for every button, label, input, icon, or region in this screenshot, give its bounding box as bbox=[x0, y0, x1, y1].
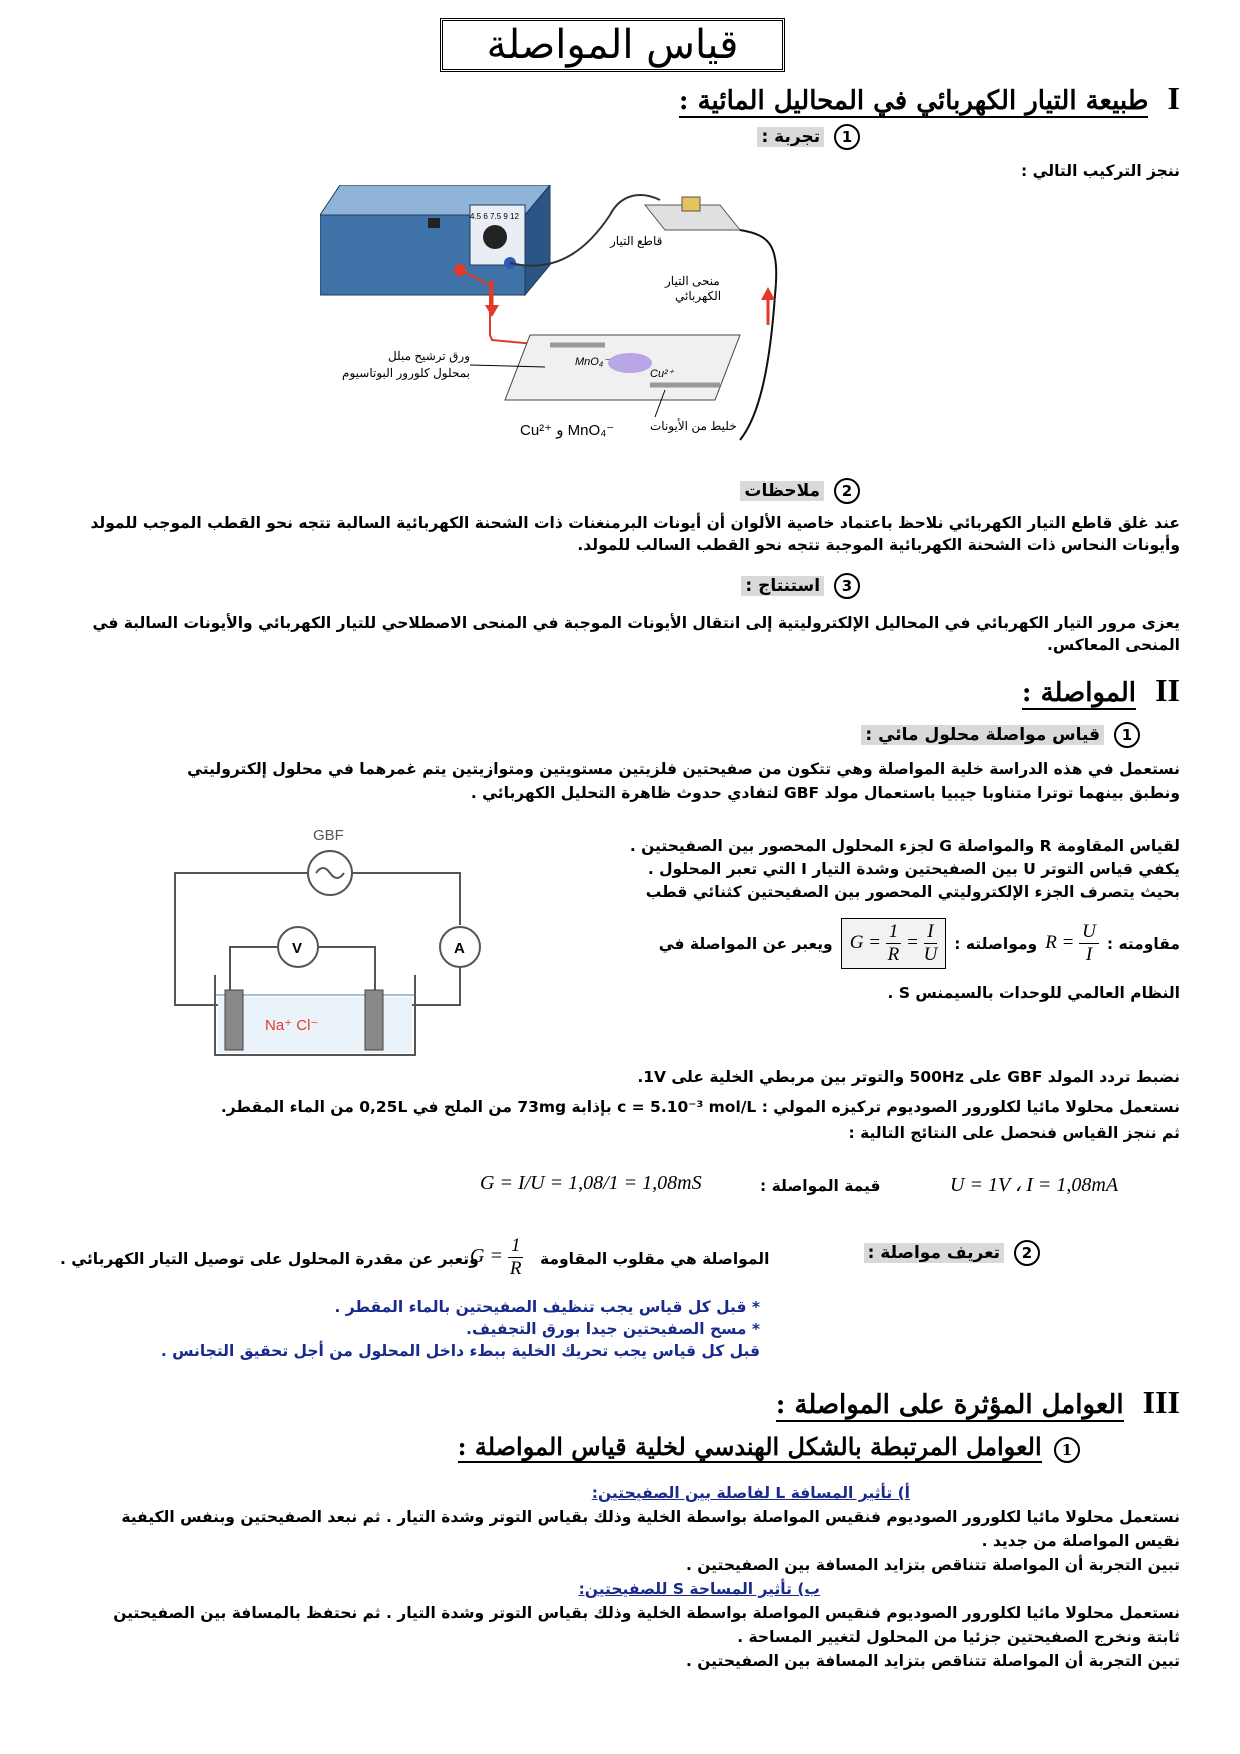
section-1-title: طبيعة التيار الكهربائي في المحاليل المائية : bbox=[678, 86, 1149, 116]
conductance-label: ومواصلته : bbox=[954, 934, 1038, 953]
observations-subheading bbox=[740, 478, 860, 504]
side-text-1: لقياس المقاومة R والمواصلة G لجزء المحلول المحصور بين الصفيحتين . bbox=[629, 837, 1180, 855]
definition-text-b: وتعبر عن مقدرة المحلول على توصيل التيار الكهربائي . bbox=[60, 1250, 479, 1268]
definition-formula: G = $\frac{1}{R}$ bbox=[470, 1235, 522, 1279]
measure-label: قياس مواصلة محلول مائي : bbox=[861, 725, 1104, 745]
supply-knob bbox=[483, 225, 507, 249]
note-3: قبل كل قياس يجب تحريك الخلية ببطء داخل المحلول من أجل تحقيق التجانس . bbox=[160, 1342, 760, 1360]
side-text-2: يكفي قياس التوتر U بين الصفيحتين وشدة التيار I التي تعبر المحلول . bbox=[647, 860, 1180, 878]
current-arrow-up bbox=[761, 287, 775, 300]
definition-label: تعريف مواصلة : bbox=[864, 1243, 1005, 1263]
section-1-roman: I bbox=[1167, 80, 1180, 116]
section-3-title: العوامل المؤثرة على المواصلة : bbox=[775, 1390, 1124, 1420]
conclusion-subheading bbox=[741, 573, 860, 599]
section-1-heading bbox=[679, 80, 1180, 117]
conclusion-number: 3 bbox=[834, 573, 860, 599]
unit-intro: ويعبر عن المواصلة في bbox=[658, 934, 833, 953]
ions-label: Cu²⁺ و MnO₄⁻ bbox=[520, 422, 615, 439]
definition-number: 2 bbox=[1014, 1240, 1040, 1266]
definition-text-a: المواصلة هي مقلوب المقاومة bbox=[540, 1250, 770, 1268]
dial-numbers: 4.5 6 7.5 9 12 bbox=[470, 212, 519, 221]
experiment-label: تجربة : bbox=[757, 127, 824, 147]
current-label-1: منحى التيار bbox=[665, 274, 720, 288]
side-text-5: النظام العالمي للوحدات بالسيمنس S . bbox=[887, 984, 1180, 1002]
measure-text-1: نستعمل في هذه الدراسة خلية المواصلة وهي تتكون من صفيحتين فلزيتين مستويتين ومتوازيتين يتم غمرهما في محلول إلكتروليتي bbox=[187, 760, 1180, 778]
ion-label-2: Cu²⁺ bbox=[650, 368, 674, 380]
paper-label-1: ورق ترشيح مبلل bbox=[387, 349, 470, 363]
electrophoresis-diagram bbox=[320, 185, 910, 475]
mix-label: خليط من الأيونات bbox=[650, 419, 737, 433]
paper-label-2: بمحلول كلورور البوتاسيوم bbox=[342, 366, 470, 380]
resistance-formula: R = $\frac{U}{I}$ bbox=[1045, 921, 1099, 966]
section-2-heading bbox=[1022, 672, 1180, 709]
formula-line bbox=[659, 918, 1180, 969]
current-label-2: الكهربائي bbox=[675, 289, 722, 303]
settings-line-3: ثم ننجز القياس فنحصل على النتائج التالية : bbox=[848, 1124, 1180, 1142]
electrode-left bbox=[225, 990, 243, 1050]
observations-text: عند غلق قاطع التيار الكهربائي نلاحظ باعتماد خاصية الألوان أن أيونات البرمنغنات ذات الشحنة الكهربائية السالبة تتجه نحو القطب الموجب للمولد وأيونات النحاس ذات الشحنة الكهربائية الموجبة تتجه نحو القطب السالب للمولد. bbox=[90, 514, 1180, 554]
supply-switch bbox=[428, 218, 440, 228]
observations-number: 2 bbox=[834, 478, 860, 504]
ion-spot bbox=[608, 353, 652, 373]
result-formula: G = I/U = 1,08/1 = 1,08mS bbox=[480, 1172, 702, 1194]
settings-line-1: نضبط تردد المولد GBF على 500Hz والتوتر بين مربطي الخلية على 1V. bbox=[637, 1068, 1180, 1086]
resistance-label: مقاومته : bbox=[1106, 934, 1180, 953]
section-2-title: المواصلة : bbox=[1021, 678, 1137, 708]
conclusion-label: استنتاج : bbox=[741, 576, 824, 596]
geom-number: 1 bbox=[1054, 1437, 1080, 1463]
note-2: * مسح الصفيحتين جيدا بورق التجفيف. bbox=[466, 1320, 760, 1338]
measure-text-2: ونطبق بينهما توترا متناوبا جيبيا باستعمال مولد GBF لتفادي حدوث ظاهرة التحليل الكهربائي . bbox=[470, 784, 1180, 802]
measured-values: U = 1V ، I = 1,08mA bbox=[950, 1174, 1119, 1196]
factor-b-text-3: تبين التجربة أن المواصلة تتناقص بتزايد المسافة بين الصفيحتين . bbox=[685, 1652, 1180, 1670]
geom-subheading bbox=[458, 1432, 1080, 1463]
conclusion-text: يعزى مرور التيار الكهربائي في المحاليل الإلكتروليتية إلى انتقال الأيونات الموجبة في المنحى الاصطلاحي للتيار الكهربائي والأيونات السالبة في المنحى المعاكس. bbox=[92, 614, 1180, 654]
conductivity-circuit bbox=[170, 825, 510, 1065]
factor-a-text-1: نستعمل محلولا مائيا لكلورور الصوديوم فنقيس المواصلة بواسطة الخلية وذلك بقياس التوتر وشدة التيار . ثم نبعد الصفيحتين وبنفس الكيفية bbox=[121, 1508, 1180, 1526]
ammeter-label: A bbox=[454, 940, 465, 957]
measure-subheading bbox=[861, 722, 1140, 748]
factor-a-text-3: تبين التجربة أن المواصلة تتناقص بتزايد المسافة بين الصفيحتين . bbox=[685, 1556, 1180, 1574]
factor-b-label: ب) تأثير المساحة S للصفيحتين: bbox=[578, 1580, 820, 1598]
experiment-intro: ننجز التركيب التالي : bbox=[1021, 162, 1180, 180]
side-text-3: بحيث يتصرف الجزء الإلكتروليتي المحصور بين الصفيحتين كثنائي قطب bbox=[645, 883, 1180, 901]
switch-label: قاطع التيار bbox=[610, 234, 663, 248]
switch-knob bbox=[682, 197, 700, 211]
factor-a-label: أ) تأثير المسافة L لفاصلة بين الصفيحتين: bbox=[591, 1484, 910, 1502]
definition-subheading bbox=[864, 1240, 1040, 1266]
section-2-roman: II bbox=[1155, 672, 1180, 708]
conductance-formula: G = $\frac{1}{R}$ = $\frac{I}{U}$ bbox=[841, 918, 947, 969]
measure-number: 1 bbox=[1114, 722, 1140, 748]
note-1: * قبل كل قياس يجب تنظيف الصفيحتين بالماء المقطر . bbox=[334, 1298, 760, 1316]
result-label: قيمة المواصلة : bbox=[760, 1177, 881, 1195]
voltmeter-label: V bbox=[292, 940, 303, 957]
observations-label: ملاحظات bbox=[740, 481, 824, 501]
settings-line-2: نستعمل محلولا مائيا لكلورور الصوديوم تركيزه المولي : c = 5.10⁻³ mol/L بإذابة 73mg من الملح في 0,25L من الماء المقطر. bbox=[220, 1098, 1180, 1116]
factor-b-text-1: نستعمل محلولا مائيا لكلورور الصوديوم فنقيس المواصلة بواسطة الخلية وذلك بقياس التوتر وشدة التيار . ثم نحتفظ بالمسافة بين الصفيحتين bbox=[113, 1604, 1180, 1622]
wire-return bbox=[740, 230, 776, 440]
gbf-label: GBF bbox=[313, 827, 344, 844]
experiment-subheading bbox=[757, 124, 860, 150]
ion-label-1: MnO₄⁻ bbox=[575, 356, 610, 368]
factor-a-text-2: نقيس المواصلة من جديد . bbox=[981, 1532, 1180, 1550]
section-3-roman: III bbox=[1142, 1384, 1180, 1420]
section-3-heading bbox=[776, 1384, 1180, 1421]
factor-b-text-2: ثابتة ونخرج الصفيحتين جزئيا من المحلول لتغيير المساحة . bbox=[737, 1628, 1180, 1646]
solution-label: Na⁺ Cl⁻ bbox=[265, 1017, 319, 1034]
page-title: قياس المواصلة bbox=[440, 18, 785, 72]
experiment-number: 1 bbox=[834, 124, 860, 150]
electrode-right bbox=[365, 990, 383, 1050]
geom-label: العوامل المرتبطة بالشكل الهندسي لخلية قياس المواصلة : bbox=[457, 1432, 1042, 1461]
